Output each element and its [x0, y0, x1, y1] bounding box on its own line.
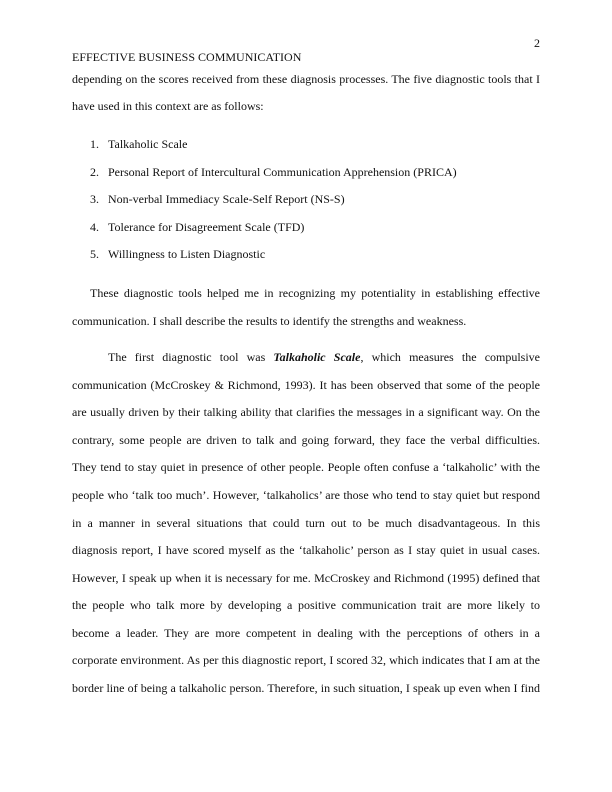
list-item — [90, 165, 457, 179]
list-number: 1. — [90, 137, 99, 151]
paragraph-line: are usually driven by their talking ability that clarifies the messages in a significant way. On the — [72, 405, 540, 419]
paragraph-line: diagnosis report, I have scored myself as the ‘talkaholic’ person as I stay quiet in usual cases. — [72, 543, 540, 557]
text: , which measures the compulsive — [360, 350, 541, 364]
list-text: Non-verbal Immediacy Scale-Self Report (NS-S) — [108, 192, 345, 206]
list-text: Tolerance for Disagreement Scale (TFD) — [108, 220, 305, 234]
page-number: 2 — [534, 36, 540, 50]
emphasis-text: Talkaholic Scale — [273, 350, 361, 364]
list-text: Personal Report of Intercultural Communication Apprehension (PRICA) — [108, 165, 457, 179]
list-text: Willingness to Listen Diagnostic — [108, 247, 266, 261]
list-item — [90, 247, 265, 261]
list-number: 2. — [90, 165, 99, 179]
paragraph-line: communication (McCroskey & Richmond, 1993). It has been observed that some of the people — [72, 378, 540, 392]
running-head: EFFECTIVE BUSINESS COMMUNICATION — [72, 50, 302, 64]
list-text: Talkaholic Scale — [108, 137, 188, 151]
list-number: 5. — [90, 247, 99, 261]
paragraph-line: contrary, some people are driven to talk and going forward, they face the verbal difficulties. — [72, 433, 540, 447]
paragraph-line: They tend to stay quiet in presence of other people. People often confuse a ‘talkaholic’ with the — [72, 460, 540, 474]
paragraph-line — [108, 350, 540, 364]
list-number: 4. — [90, 220, 99, 234]
paragraph-line: become a leader. They are more competent in dealing with the perceptions of others in a — [72, 626, 540, 640]
paragraph-line: However, I speak up when it is necessary for me. McCroskey and Richmond (1995) defined that — [72, 571, 540, 585]
list-number: 3. — [90, 192, 99, 206]
paragraph-line: These diagnostic tools helped me in recognizing my potentiality in establishing effective — [90, 286, 540, 300]
intro-line: depending on the scores received from these diagnosis processes. The five diagnostic tools that I — [72, 72, 540, 86]
intro-line: have used in this context are as follows: — [72, 99, 264, 113]
list-item — [90, 192, 345, 206]
paragraph-line: border line of being a talkaholic person. Therefore, in such situation, I speak up even when I find — [72, 681, 540, 695]
paragraph-line: people who ‘talk too much’. However, ‘talkaholics’ are those who tend to stay quiet but respond — [72, 488, 540, 502]
text: The first diagnostic tool was — [108, 350, 266, 364]
paragraph-line: the people who talk more by developing a positive communication trait are more likely to — [72, 598, 540, 612]
list-item — [90, 220, 304, 234]
paragraph-line: in a manner in several situations that could turn out to be much disadvantageous. In this — [72, 516, 540, 530]
paragraph-line: corporate environment. As per this diagnostic report, I scored 32, which indicates that I am at the — [72, 653, 540, 667]
list-item — [90, 137, 187, 151]
paragraph-line: communication. I shall describe the results to identify the strengths and weakness. — [72, 314, 467, 328]
